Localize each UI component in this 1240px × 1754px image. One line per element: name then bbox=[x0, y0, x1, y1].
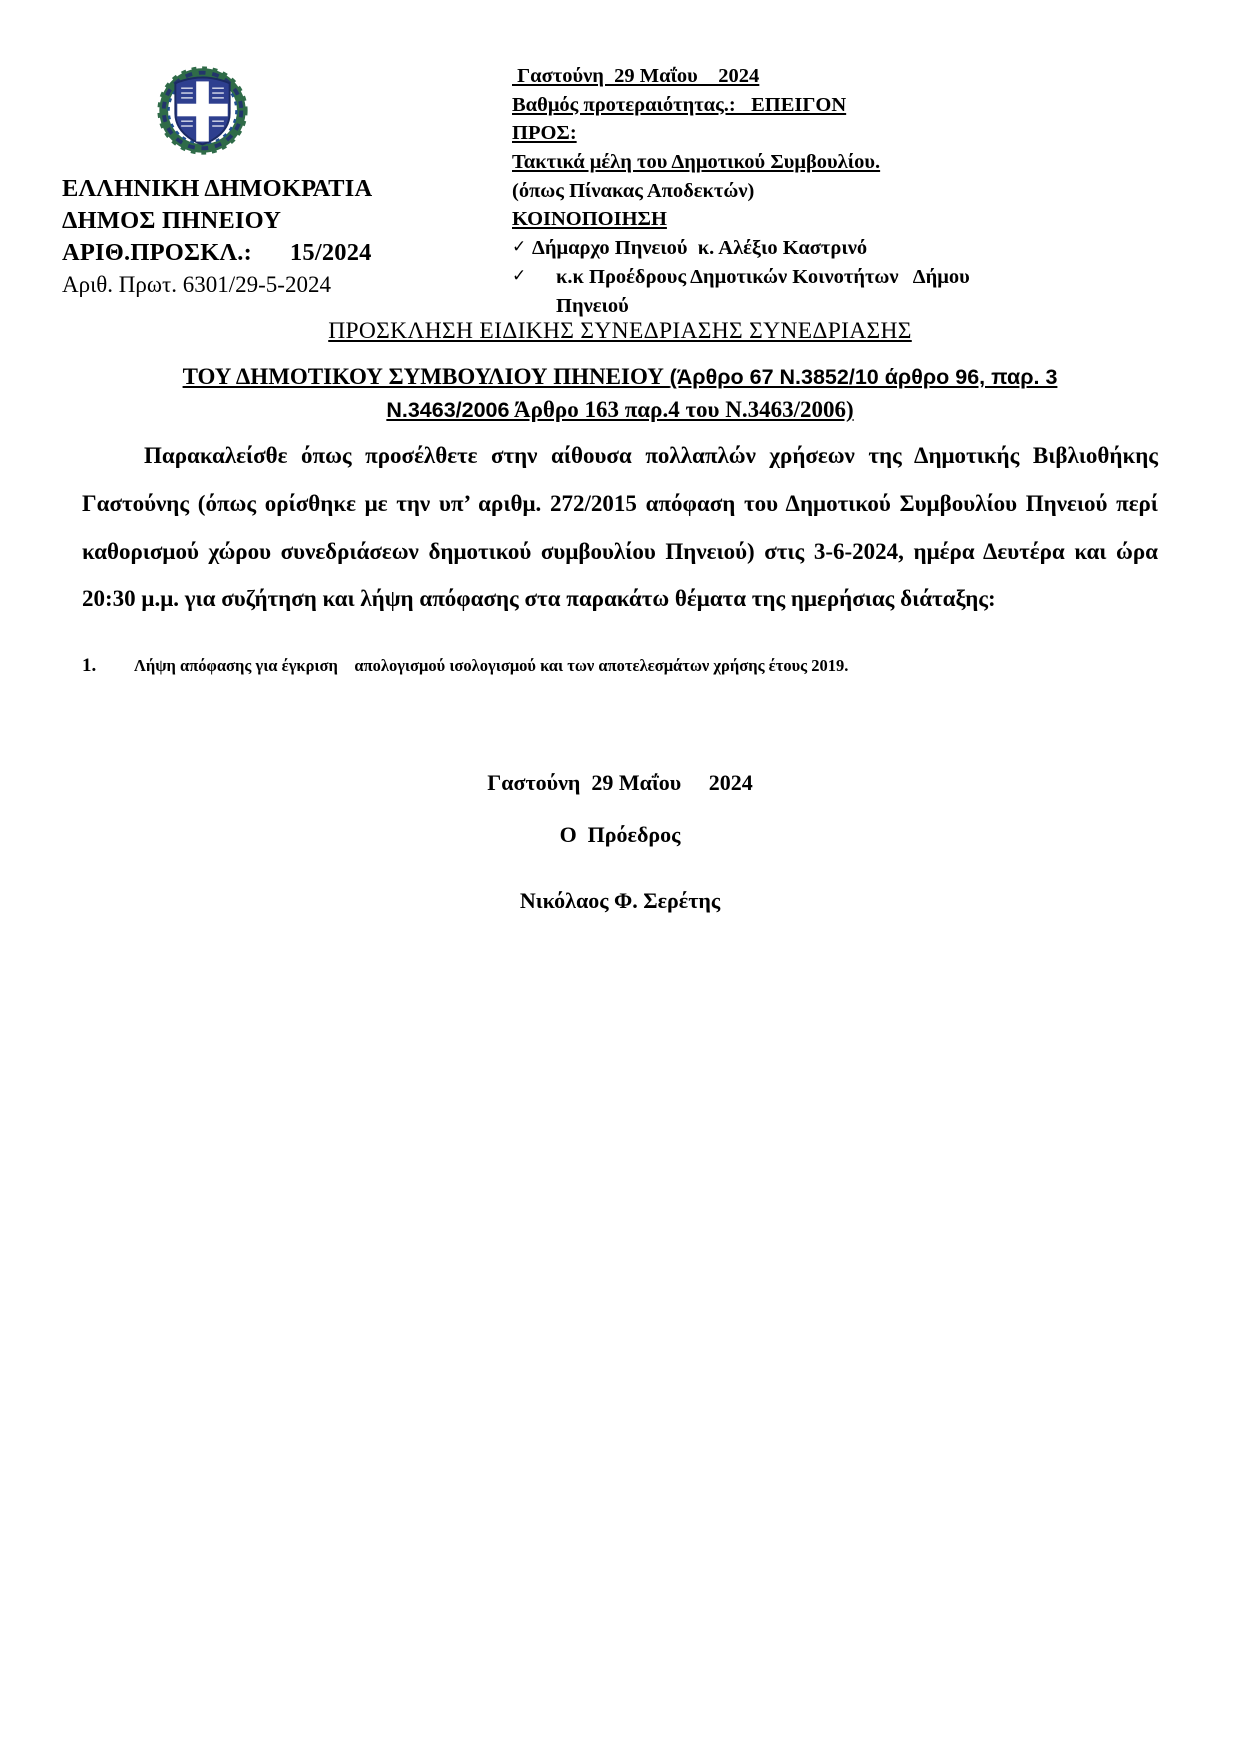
title-block bbox=[0, 318, 1240, 426]
place-date-row bbox=[512, 62, 1200, 91]
agenda-item-text: Λήψη απόφασης για έγκριση απολογισμού ισολογισμού και των αποτελεσμάτων χρήσης έτους 2019. bbox=[134, 656, 849, 675]
to-recipients-row bbox=[512, 148, 1200, 177]
subtitle-part-3: Ν.3463/2006 bbox=[386, 397, 510, 422]
cc-item-label: Δήμαρχο Πηνειού κ. Αλέξιο Καστρινό bbox=[532, 237, 868, 260]
header-right-block bbox=[500, 62, 1200, 320]
document-header bbox=[0, 62, 1240, 320]
to-label: ΠΡΟΣ: bbox=[512, 122, 577, 145]
signature-role: Ο Πρόεδρος bbox=[559, 822, 681, 847]
page-title bbox=[0, 318, 1240, 345]
to-label-row bbox=[512, 119, 1200, 148]
signature-place-date: Γαστούνη 29 Μαΐου 2024 bbox=[487, 770, 753, 795]
municipality-name: ΔΗΜΟΣ ΠΗΝΕΙΟΥ bbox=[62, 206, 282, 234]
subtitle-part-1: ΤΟΥ ΔΗΜΟΤΙΚΟΥ ΣΥΜΒΟΥΛΙΟΥ ΠΗΝΕΙΟΥ bbox=[182, 364, 670, 389]
signature-block bbox=[0, 772, 1240, 912]
priority-level: Βαθμός προτεραιότητας.: ΕΠΕΙΓΟΝ bbox=[512, 93, 847, 116]
checkmark-icon: ✓ bbox=[512, 265, 527, 286]
cc-label: ΚΟΙΝΟΠΟΙΗΣΗ bbox=[512, 208, 667, 231]
cc-item-label: κ.κ Προέδρους Δημοτικών Κοινοτήτων Δήμου bbox=[556, 265, 970, 288]
subtitle-part-4: Άρθρο 163 παρ.4 του Ν.3463/2006) bbox=[509, 396, 854, 422]
page-title-text: ΠΡΟΣΚΛΗΣΗ ΕΙΔΙΚΗΣ ΣΥΝΕΔΡΙΑΣΗΣ ΣΥΝΕΔΡΙΑΣΗΣ bbox=[328, 318, 912, 344]
cc-item bbox=[512, 234, 1200, 263]
subtitle-part-2: (Άρθρο 67 Ν.3852/10 άρθρο 96, παρ. 3 bbox=[669, 365, 1058, 389]
agenda-list bbox=[82, 655, 1158, 677]
greek-coat-of-arms-icon bbox=[154, 62, 251, 159]
cc-item bbox=[512, 263, 1200, 292]
priority-row bbox=[512, 91, 1200, 120]
signature-name: Νικόλαος Φ. Σερέτης bbox=[519, 888, 721, 913]
republic-name: ΕΛΛΗΝΙΚΗ ΔΗΜΟΚΡΑΤΙΑ bbox=[62, 175, 373, 202]
place-date: Γαστούνη 29 Μαΐου 2024 bbox=[512, 65, 760, 87]
agenda-item-number: 1. bbox=[82, 655, 97, 676]
cc-label-row bbox=[512, 205, 1200, 234]
cc-item-continuation: Πηνειού bbox=[556, 294, 629, 317]
to-recipients: Τακτικά μέλη του Δημοτικού Συμβουλίου. bbox=[512, 151, 881, 174]
protocol-number: Αριθ. Πρωτ. 6301/29-5-2024 bbox=[62, 271, 331, 297]
agenda-item bbox=[82, 655, 1158, 677]
header-left-block bbox=[0, 62, 500, 300]
checkmark-icon: ✓ bbox=[512, 237, 527, 258]
to-note: (όπως Πίνακας Αποδεκτών) bbox=[512, 179, 755, 202]
body-paragraph: Παρακαλείσθε όπως προσέλθετε στην αίθουσα πολλαπλών χρήσεων της Δημοτικής Βιβλιοθήκης Γαστούνης (όπως ορίσθηκε με την υπ’ αριθμ. 272/2015 απόφαση του Δημοτικού Συμβουλίου Πηνειού περί καθορισμού χώρου συνεδριάσεων δημοτικού συμβουλίου Πηνειού) στις 3-6-2024, ημέρα Δευτέρα και ώρα 20:30 μ.μ. για συζήτηση και λήψη απόφασης στα παρακάτω θέματα της ημερήσιας διάταξης: bbox=[82, 443, 1158, 612]
page-subtitle bbox=[170, 361, 1070, 426]
invitation-number: ΑΡΙΘ.ΠΡΟΣΚΛ.: 15/2024 bbox=[62, 238, 372, 266]
emblem-container bbox=[62, 62, 500, 159]
